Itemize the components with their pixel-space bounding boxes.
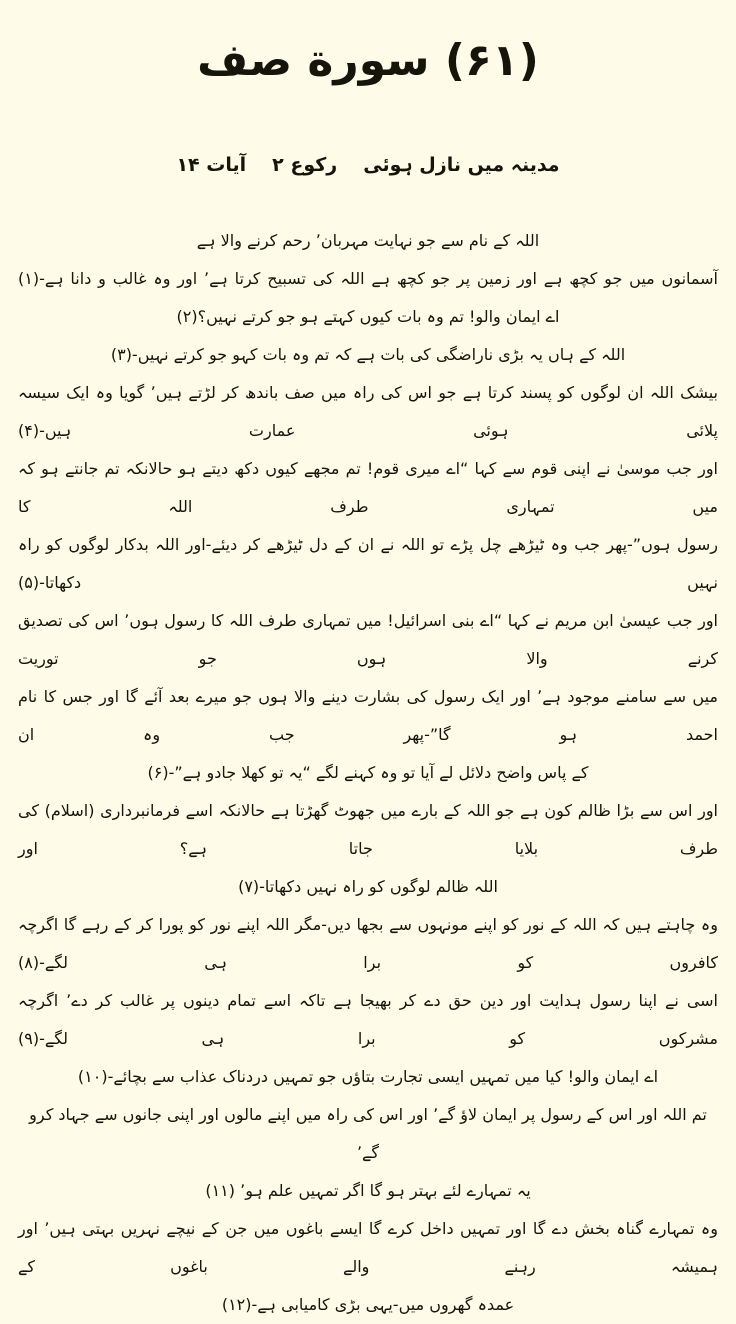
text-line: اور جب عیسیٰ ابن مریم نے کہا “اے بنی اسرائیل! میں تمہاری طرف اللہ کا رسول ہوں٬ اس کی تصدیق کرنے والا ہوں جو توریت xyxy=(18,610,719,668)
text-line: عمدہ گھروں میں-یہی بڑی کامیابی ہے-(۱۲) xyxy=(221,1294,515,1314)
text-line: اللہ کے ہاں یہ بڑی ناراضگی کی بات ہے کہ تم وہ بات کہو جو کرتے نہیں-(۳) xyxy=(110,344,626,364)
text-line: وہ تمہارے گناہ بخش دے گا اور تمہیں داخل کرے گا ایسے باغوں میں جن کے نیچے نہریں بہتی ہیں٬ اور ہمیشہ رہنے والے باغوں کے xyxy=(18,1218,719,1276)
text-line: اے ایمان والو! کیا میں تمہیں ایسی تجارت بتاؤں جو تمہیں دردناک عذاب سے بچائے-(۱۰) xyxy=(77,1066,659,1086)
text-line: میں سے سامنے موجود ہے٬ اور ایک رسول کی بشارت دینے والا ہوں جو میرے بعد آئے گا اور جس کا نام احمد ہو گا”-پھر جب وہ ان xyxy=(18,686,719,744)
text-line: تم اللہ اور اس کے رسول پر ایمان لاؤ گے٬ اور اس کی راہ میں اپنے مالوں اور اپنی جانوں سے جہاد کرو گے٬ xyxy=(29,1104,707,1162)
text-line: اے ایمان والو! تم وہ بات کیوں کہتے ہو جو کرتے نہیں؟(۲) xyxy=(176,306,560,326)
text-line: بیشک اللہ ان لوگوں کو پسند کرتا ہے جو اس کی راہ میں صف باندھ کر لڑتے ہیں٬ گویا وہ ایک سیسہ پلائی ہوئی عمارت ہیں-(۴) xyxy=(18,382,718,440)
text-line: اللہ کے نام سے جو نہایت مہربان٬ رحم کرنے والا ہے xyxy=(196,230,540,250)
ayat-count: آیات ۱۴ xyxy=(176,153,247,176)
text-line: اور اس سے بڑا ظالم کون ہے جو اللہ کے بارے میں جھوٹ گھڑتا ہے حالانکہ اسے فرمانبرداری (اسلام) کی طرف بلایا جاتا ہے؟ اور xyxy=(18,800,718,858)
surah-subtitle xyxy=(18,154,718,176)
ruku-count: رکوع ۲ xyxy=(272,153,338,176)
text-line: آسمانوں میں جو کچھ ہے اور زمین پر جو کچھ ہے اللہ کی تسبیح کرتا ہے٬ اور وہ غالب و دانا ہے-(۱) xyxy=(18,268,718,288)
revelation-place: مدینہ میں نازل ہوئی xyxy=(363,153,560,176)
text-line: یہ تمہارے لئے بہتر ہو گا اگر تمہیں علم ہو٬ (۱۱) xyxy=(205,1180,531,1200)
surah-title: (۶۱) سورة صف xyxy=(197,35,539,86)
text-line: وہ چاہتے ہیں کہ اللہ کے نور کو اپنے مونہوں سے بجھا دیں-مگر اللہ اپنے نور کو پورا کر کے رہے گا اگرچہ کافروں کو برا ہی لگے-(۸) xyxy=(18,914,718,972)
text-line: اللہ ظالم لوگوں کو راہ نہیں دکھاتا-(۷) xyxy=(238,876,498,896)
text-line: اسی نے اپنا رسول ہدایت اور دین حق دے کر بھیجا ہے تاکہ اسے تمام دینوں پر غالب کر دے٬ اگرچہ مشرکوں کو برا ہی لگے-(۹) xyxy=(18,990,719,1048)
text-line: رسول ہوں”-پھر جب وہ ٹیڑھے چل پڑے تو اللہ نے ان کے دل ٹیڑھے کر دیئے-اور اللہ بدکار لوگوں کو راہ نہیں دکھاتا-(۵) xyxy=(18,534,718,592)
text-line: کے پاس واضح دلائل لے آیا تو وہ کہنے لگے “یہ تو کھلا جادو ہے”-(۶) xyxy=(147,762,589,782)
text-line: اور جب موسیٰ نے اپنی قوم سے کہا “اے میری قوم! تم مجھے کیوں دکھ دیتے ہو حالانکہ تم جانتے ہو کہ میں تمہاری طرف اللہ کا xyxy=(18,458,718,516)
translation-text xyxy=(18,222,718,1324)
